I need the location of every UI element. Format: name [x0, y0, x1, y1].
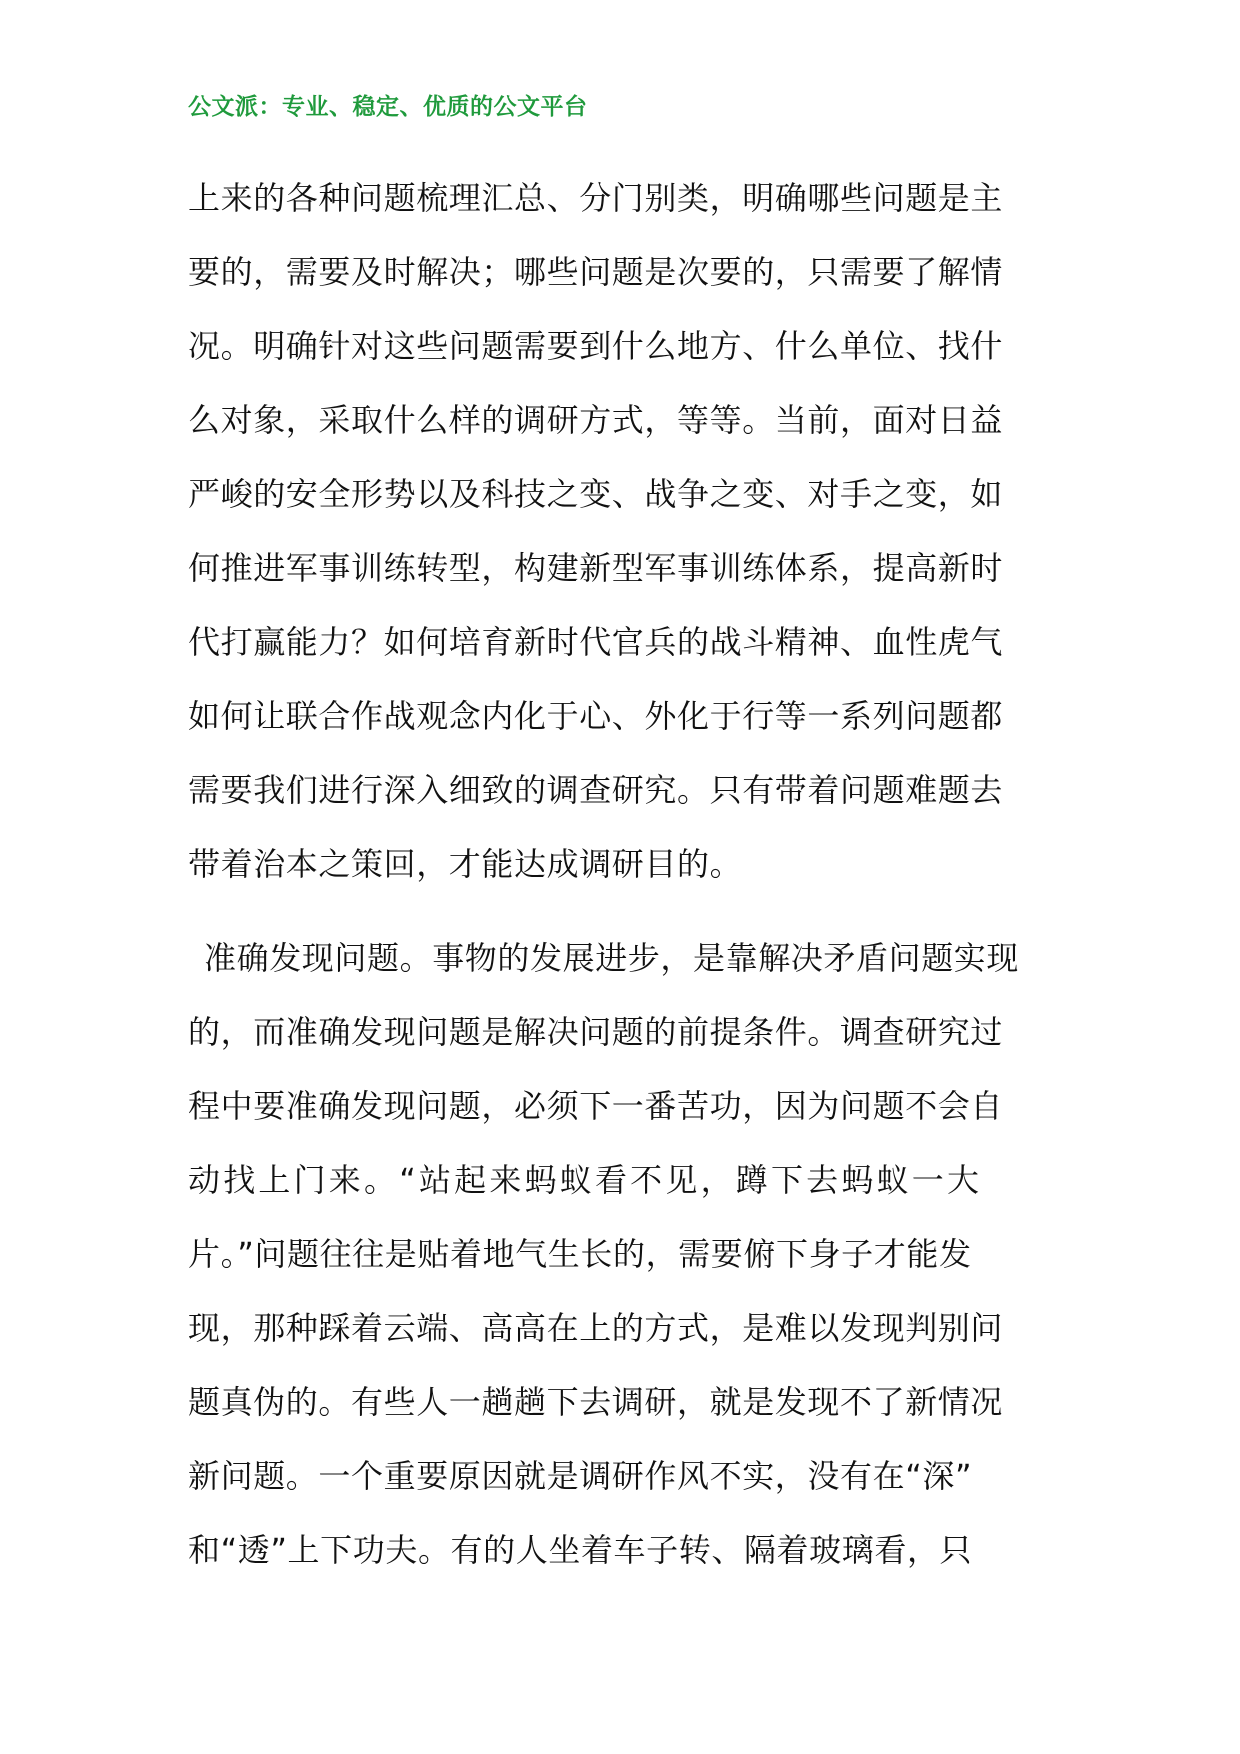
text-line: 要的，需要及时解决；哪些问题是次要的，只需要了解情: [188, 253, 1004, 291]
text-line: 带着治本之策回，才能达成调研目的。: [188, 845, 743, 883]
page-header-title: 公文派：专业、稳定、优质的公文平台: [188, 93, 588, 120]
text-line: 如何让联合作战观念内化于心、外化于行等一系列问题都: [188, 697, 1004, 735]
text-line: 新问题。一个重要原因就是调研作风不实，没有在“深”: [188, 1457, 973, 1495]
text-line: 准确发现问题。事物的发展进步，是靠解决矛盾问题实现: [204, 939, 1020, 977]
text-line: 的，而准确发现问题是解决问题的前提条件。调查研究过: [188, 1013, 1004, 1051]
text-line: 片。”问题往往是贴着地气生长的，需要俯下身子才能发: [188, 1235, 972, 1273]
text-line: 程中要准确发现问题，必须下一番苦功，因为问题不会自: [188, 1087, 1004, 1125]
text-line: 况。明确针对这些问题需要到什么地方、什么单位、找什: [188, 327, 1004, 365]
text-line: 么对象，采取什么样的调研方式，等等。当前，面对日益: [188, 401, 1004, 439]
text-line: 需要我们进行深入细致的调查研究。只有带着问题难题去: [188, 771, 1004, 809]
text-line: 题真伪的。有些人一趟趟下去调研，就是发现不了新情况: [188, 1383, 1004, 1421]
text-line: 上来的各种问题梳理汇总、分门别类，明确哪些问题是主: [188, 179, 1004, 217]
text-line: 和“透”上下功夫。有的人坐着车子转、隔着玻璃看，只: [188, 1531, 973, 1569]
text-line: 现，那种踩着云端、高高在上的方式，是难以发现判别问: [188, 1309, 1004, 1347]
text-line: 严峻的安全形势以及科技之变、战争之变、对手之变，如: [188, 475, 1004, 513]
text-line: 代打赢能力？如何培育新时代官兵的战斗精神、血性虎气: [188, 623, 1004, 661]
text-line: 动找上门来。“站起来蚂蚁看不见，蹲下去蚂蚁一大: [188, 1161, 983, 1199]
text-line: 何推进军事训练转型，构建新型军事训练体系，提高新时: [188, 549, 1004, 587]
